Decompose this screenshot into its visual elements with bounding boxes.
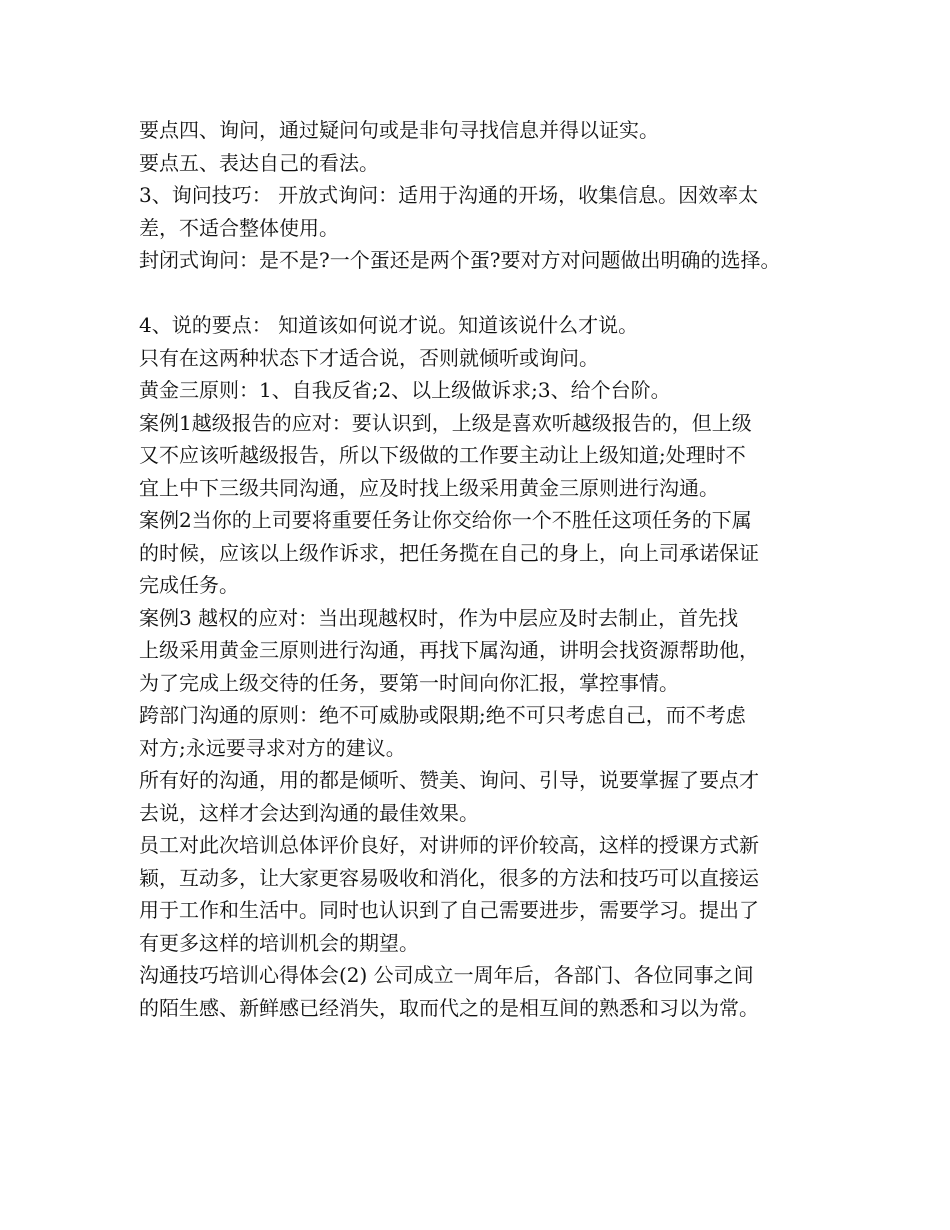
text-line: 完成任务。 <box>139 573 239 597</box>
text-line: 案例1越级报告的应对：要认识到，上级是喜欢听越级报告的，但上级 <box>139 410 752 435</box>
text-line: 的时候，应该以上级作诉求，把任务揽在自己的身上，向上司承诺保证 <box>139 540 759 565</box>
text-line: 的陌生感、新鲜感已经消失，取而代之的是相互间的熟悉和习以为常。 <box>139 995 759 1020</box>
text-line: 案例2当你的上司要将重要任务让你交给你一个不胜任这项任务的下属 <box>139 508 752 532</box>
text-line: 差，不适合整体使用。 <box>139 215 339 240</box>
text-line: 对方;永远要寻求对方的建议。 <box>139 735 406 760</box>
text-line: 封闭式询问：是不是?一个蛋还是两个蛋?要对方对问题做出明确的选择。 <box>139 248 781 272</box>
text-line: 要点四、询问，通过疑问句或是非句寻找信息并得以证实。 <box>139 118 659 142</box>
paragraph-gap <box>139 277 829 310</box>
text-line: 4、说的要点： 知道该如何说才说。知道该说什么才说。 <box>139 313 639 337</box>
text-line: 案例3 越权的应对：当出现越权时，作为中层应及时去制止，首先找 <box>139 605 739 630</box>
text-line: 员工对此次培训总体评价良好，对讲师的评价较高，这样的授课方式新 <box>139 833 759 857</box>
text-line: 所有好的沟通，用的都是倾听、赞美、询问、引导，说要掌握了要点才 <box>139 768 759 792</box>
text-line: 有更多这样的培训机会的期望。 <box>139 930 419 955</box>
text-line: 为了完成上级交待的任务，要第一时间向你汇报，掌控事情。 <box>139 670 679 695</box>
text-line: 3、询问技巧： 开放式询问：适用于沟通的开场，收集信息。因效率太 <box>139 183 759 207</box>
text-line: 只有在这两种状态下才适合说，否则就倾听或询问。 <box>139 345 599 370</box>
text-line: 上级采用黄金三原则进行沟通，再找下属沟通，讲明会找资源帮助他， <box>139 638 759 662</box>
text-line: 黄金三原则：1、自我反省;2、以上级做诉求;3、给个台阶。 <box>139 378 671 402</box>
text-line: 颖，互动多，让大家更容易吸收和消化，很多的方法和技巧可以直接运 <box>139 865 759 890</box>
text-line: 沟通技巧培训心得体会(2) 公司成立一周年后，各部门、各位同事之间 <box>139 963 754 987</box>
document-body <box>139 114 829 1024</box>
text-line: 用于工作和生活中。同时也认识到了自己需要进步，需要学习。提出了 <box>139 898 759 922</box>
text-line: 宜上中下三级共同沟通，应及时找上级采用黄金三原则进行沟通。 <box>139 475 719 500</box>
text-line: 要点五、表达自己的看法。 <box>139 150 379 175</box>
text-line: 去说，这样才会达到沟通的最佳效果。 <box>139 800 479 825</box>
text-line: 跨部门沟通的原则：绝不可威胁或限期;绝不可只考虑自己，而不考虑 <box>139 703 746 727</box>
text-line: 又不应该听越级报告，所以下级做的工作要主动让上级知道;处理时不 <box>139 443 746 467</box>
